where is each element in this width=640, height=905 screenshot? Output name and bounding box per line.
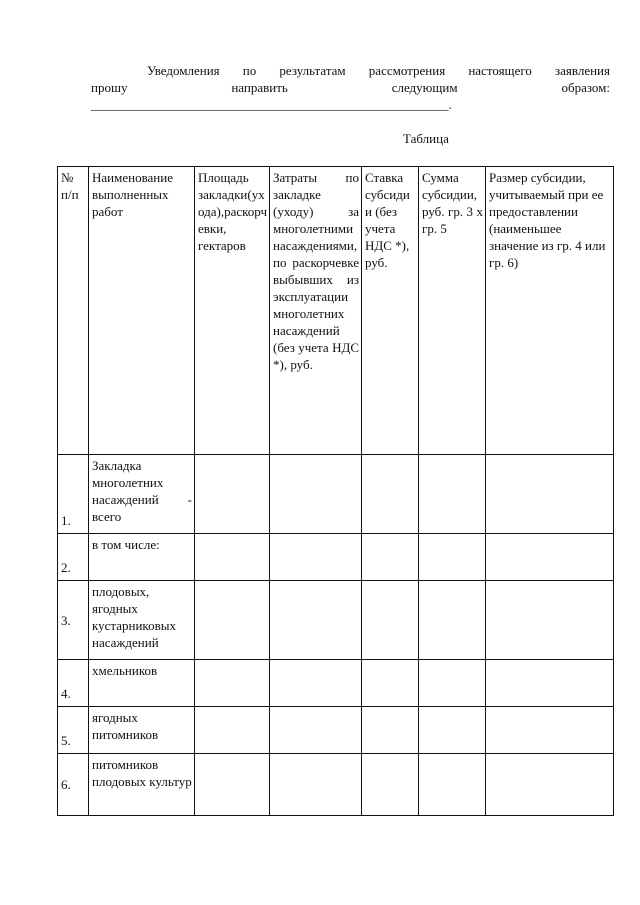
cell-subsidy-sum [419,660,486,707]
cell-subsidy-rate [362,660,419,707]
row-number: 1. [58,455,89,534]
table-row [58,707,614,754]
table-row [58,455,614,534]
row-work-name: ягодных питомников [89,707,195,754]
cell-subsidy-sum [419,455,486,534]
cell-subsidy-size [486,660,614,707]
header-subsidy-sum: Сумма субсидии, руб. гр. 3 x гр. 5 [419,167,486,455]
cell-subsidy-rate [362,754,419,816]
cell-costs [270,707,362,754]
cell-area [195,754,270,816]
cell-subsidy-rate [362,455,419,534]
cell-subsidy-size [486,581,614,660]
header-area: Площадь закладки(ухода),раскорчевки, гектаров [195,167,270,455]
row-number: 2. [58,534,89,581]
cell-costs [270,455,362,534]
header-costs: Затраты по закладке (уходу) за многолетними насаждениями, по раскорчевке выбывших из эксплуатации многолетних насаждений (без учета НДС *), руб. [270,167,362,455]
cell-costs [270,534,362,581]
cell-area [195,455,270,534]
header-work-name: Наименование выполненных работ [89,167,195,455]
header-subsidy-size: Размер субсидии, учитываемый при ее предоставлении (наименьшее значение из гр. 4 или гр. 6) [486,167,614,455]
cell-costs [270,660,362,707]
cell-subsidy-rate [362,581,419,660]
header-row-number: № п/п [58,167,89,455]
cell-area [195,534,270,581]
cell-area [195,660,270,707]
table-row [58,754,614,816]
table-caption: Таблица [403,131,449,146]
row-work-name: в том числе: [89,534,195,581]
notification-line-2: прошу направить следующим образом: [91,80,610,95]
row-number: 3. [58,581,89,660]
row-work-name: плодовых, ягодных кустарниковых насаждений [89,581,195,660]
cell-costs [270,581,362,660]
row-work-name: Закладка многолетних насаждений - всего [89,455,195,534]
cell-subsidy-sum [419,707,486,754]
table-row [58,581,614,660]
cell-subsidy-size [486,754,614,816]
table-row [58,534,614,581]
cell-subsidy-size [486,455,614,534]
cell-area [195,707,270,754]
cell-costs [270,754,362,816]
row-number: 5. [58,707,89,754]
table-row [58,660,614,707]
cell-area [195,581,270,660]
cell-subsidy-sum [419,534,486,581]
header-subsidy-rate: Ставка субсидии (без учета НДС *), руб. [362,167,419,455]
table-header-row [58,167,614,455]
cell-subsidy-size [486,707,614,754]
cell-subsidy-sum [419,581,486,660]
subsidy-table [57,166,614,816]
row-work-name: хмельников [89,660,195,707]
row-number: 4. [58,660,89,707]
row-work-name: питомников плодовых культур [89,754,195,816]
notification-line-1: Уведомления по результатам рассмотрения настоящего заявления [147,63,610,78]
cell-subsidy-rate [362,534,419,581]
cell-subsidy-rate [362,707,419,754]
row-number: 6. [58,754,89,816]
cell-subsidy-sum [419,754,486,816]
notification-paragraph [91,62,610,113]
cell-subsidy-size [486,534,614,581]
notification-blank-line: _______________________________________________________. [91,97,452,112]
